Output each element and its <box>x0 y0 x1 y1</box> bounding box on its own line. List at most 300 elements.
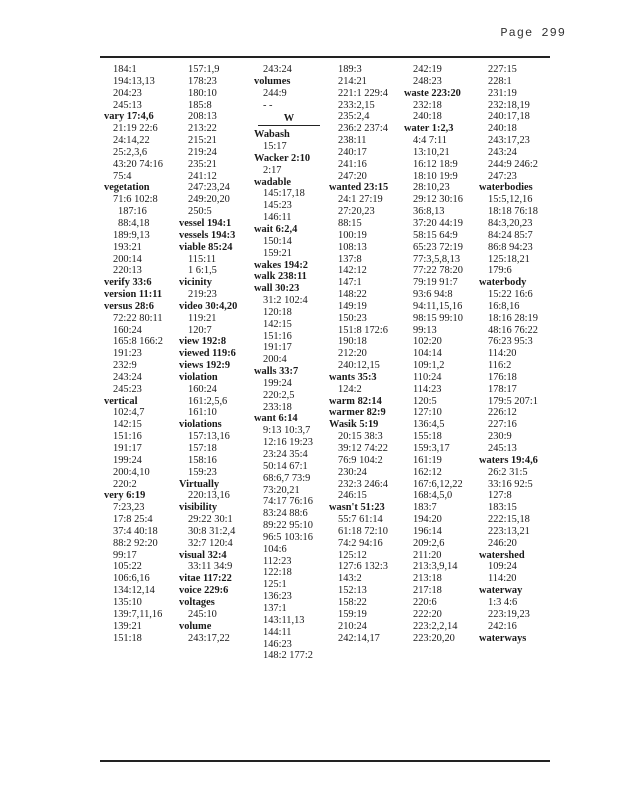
index-reference: 33:16 92:5 <box>488 478 533 490</box>
index-reference: 29:22 30:1 <box>188 514 233 526</box>
index-reference: 245:10 <box>188 608 217 620</box>
page-number: Page 299 <box>500 26 566 40</box>
index-reference: 18:16 28:19 <box>488 312 538 324</box>
index-reference: 114:20 <box>488 573 517 585</box>
index-reference: 18:18 76:18 <box>488 206 538 218</box>
index-reference: 165:8 166:2 <box>113 336 163 348</box>
index-reference: 31:2 102:4 <box>263 295 308 307</box>
index-reference: 136:23 <box>263 591 292 603</box>
index-reference: 99:17 <box>113 549 137 561</box>
index-reference: 48:16 76:22 <box>488 324 538 336</box>
index-headword: visibility <box>179 502 218 514</box>
index-reference: 74:2 94:16 <box>338 537 383 549</box>
index-reference: 108:13 <box>338 241 367 253</box>
index-reference: 71:6 102:8 <box>113 194 158 206</box>
index-reference: 210:24 <box>338 620 367 632</box>
index-reference: 65:23 72:19 <box>413 241 463 253</box>
index-reference: 223:19,23 <box>488 608 530 620</box>
index-headword: wall 30:23 <box>254 283 300 295</box>
index-reference: 249:20,20 <box>188 194 230 206</box>
index-reference: 15:22 16:6 <box>488 289 533 301</box>
index-reference: 36:8,13 <box>413 206 445 218</box>
index-reference: 136:4,5 <box>413 419 445 431</box>
index-reference: 213:22 <box>188 123 217 135</box>
index-reference: 32:7 120:4 <box>188 537 233 549</box>
index-reference: 74:17 76:16 <box>263 496 313 508</box>
index-reference: 116:2 <box>488 360 512 372</box>
index-reference: 142:15 <box>113 419 142 431</box>
index-reference: 125:1 <box>263 579 287 591</box>
index-reference: 157:13,16 <box>188 431 230 443</box>
index-reference: 226:12 <box>488 407 517 419</box>
index-reference: 244:9 <box>263 87 287 99</box>
index-reference: 25:2,3,6 <box>113 146 148 158</box>
index-headword: views 192:9 <box>179 360 231 372</box>
index-reference: 179:5 207:1 <box>488 395 538 407</box>
index-reference: 221:1 229:4 <box>338 87 388 99</box>
index-reference: 144:11 <box>263 626 292 638</box>
index-column-1 <box>104 64 179 644</box>
index-reference: 77:3,5,8,13 <box>413 253 461 265</box>
index-reference: 191:17 <box>113 443 142 454</box>
index-reference: 98:15 99:10 <box>413 312 463 324</box>
index-headword: volumes <box>254 75 291 87</box>
index-reference: 147:1 <box>338 277 362 289</box>
index-reference: 191:17 <box>263 342 292 354</box>
index-reference: 236:2 237:4 <box>338 123 388 135</box>
index-reference: 159:21 <box>263 247 292 259</box>
index-reference: 146:11 <box>263 212 292 224</box>
index-reference: 222:15,18 <box>488 514 530 526</box>
index-reference: 127:10 <box>413 407 442 419</box>
index-reference: 76:23 95:3 <box>488 336 533 348</box>
section-letter: W <box>258 113 320 126</box>
index-reference: 219:23 <box>188 289 217 301</box>
index-reference: 242:16 <box>488 620 517 632</box>
index-reference: 227:15 <box>488 64 517 75</box>
index-reference: 122:18 <box>263 567 292 579</box>
index-reference: 84:24 85:7 <box>488 229 533 241</box>
index-reference: 24:1 27:19 <box>338 194 383 206</box>
index-reference: 151:16 <box>263 330 292 342</box>
index-reference: 187:16 <box>118 206 147 218</box>
index-reference: 248:23 <box>413 75 442 87</box>
index-reference: 127:6 132:3 <box>338 561 388 573</box>
index-reference: 232:18 <box>413 99 442 111</box>
index-reference: 223:13,21 <box>488 525 530 537</box>
index-headword: visual 32:4 <box>179 549 227 561</box>
index-reference: 104:6 <box>263 543 287 555</box>
index-reference: 243:17,22 <box>188 632 230 644</box>
index-reference: 137:1 <box>263 602 287 614</box>
index-reference: 2:17 <box>263 164 282 176</box>
index-reference: 26:2 31:5 <box>488 466 528 478</box>
index-reference: 68:6,7 73:9 <box>263 472 311 484</box>
index-reference: 7:23,23 <box>113 502 145 514</box>
index-headword: waters 19:4,6 <box>479 454 538 466</box>
index-reference: 220:13,16 <box>188 490 230 502</box>
index-reference: 158:16 <box>188 454 217 466</box>
index-reference: 213:3,9,14 <box>413 561 458 573</box>
index-reference: 223:2,2,14 <box>413 620 458 632</box>
index-reference: 215:21 <box>188 135 217 147</box>
index-reference: 114:20 <box>488 348 517 360</box>
index-reference: 162:12 <box>413 466 442 478</box>
index-reference: 191:23 <box>113 348 142 360</box>
index-headword: vary 17:4,6 <box>104 111 154 123</box>
index-headword: vegetation <box>104 182 150 194</box>
index-reference: 127:8 <box>488 490 512 502</box>
index-reference: 1 6:1,5 <box>188 265 217 277</box>
index-headword: Wasik 5:19 <box>329 419 379 431</box>
index-reference: 184:1 <box>113 64 137 75</box>
index-headword: vertical <box>104 395 138 407</box>
index-headword: voice 229:6 <box>179 585 229 597</box>
index-reference: 29:12 30:16 <box>413 194 463 206</box>
index-reference: 102:20 <box>413 336 442 348</box>
index-reference: 246:20 <box>488 537 517 549</box>
index-reference: 142:15 <box>263 318 292 330</box>
index-headword: viewed 119:6 <box>179 348 236 360</box>
index-reference: 241:16 <box>338 158 367 170</box>
index-reference: 179:6 <box>488 265 512 277</box>
index-headword: Wabash <box>254 129 290 141</box>
index-reference: 189:3 <box>338 64 362 75</box>
index-reference: 125:12 <box>338 549 367 561</box>
index-reference: - - <box>263 99 273 111</box>
index-reference: 79:19 91:7 <box>413 277 458 289</box>
index-reference: 159:23 <box>188 466 217 478</box>
index-reference: 114:23 <box>413 383 442 395</box>
index-headword: volume <box>179 620 212 632</box>
index-reference: 222:20 <box>413 608 442 620</box>
index-column-3 <box>254 64 329 662</box>
index-frame <box>100 56 550 762</box>
index-reference: 112:23 <box>263 555 292 567</box>
index-reference: 243:24 <box>488 146 517 158</box>
index-headword: vessels 194:3 <box>179 229 236 241</box>
index-reference: 88:4,18 <box>118 217 150 229</box>
index-reference: 247:23 <box>488 170 517 182</box>
index-reference: 194:13,13 <box>113 75 155 87</box>
index-column-2 <box>179 64 254 644</box>
index-headword: very 6:19 <box>104 490 146 502</box>
index-reference: 241:12 <box>188 170 217 182</box>
index-reference: 143:11,13 <box>263 614 305 626</box>
index-headword: viable 85:24 <box>179 241 233 253</box>
index-reference: 151:18 <box>113 632 142 644</box>
index-reference: 228:1 <box>488 75 512 87</box>
index-headword: vitae 117:22 <box>179 573 232 585</box>
index-reference: 28:10,23 <box>413 182 450 194</box>
index-reference: 220:6 <box>413 596 437 608</box>
index-reference: 240:18 <box>413 111 442 123</box>
index-headword: wait 6:2,4 <box>254 223 298 235</box>
index-headword: voltages <box>179 596 215 608</box>
index-reference: 160:24 <box>188 383 217 395</box>
index-reference: 139:7,11,16 <box>113 608 163 620</box>
index-reference: 189:9,13 <box>113 229 150 241</box>
index-reference: 208:13 <box>188 111 217 123</box>
index-headword: vicinity <box>179 277 212 289</box>
index-reference: 33:11 34:9 <box>188 561 233 573</box>
index-reference: 242:14,17 <box>338 632 380 644</box>
index-reference: 20:15 38:3 <box>338 431 383 443</box>
index-headword: version 11:11 <box>104 289 163 301</box>
index-reference: 18:10 19:9 <box>413 170 458 182</box>
index-reference: 50:14 67:1 <box>263 460 308 472</box>
index-headword: wants 35:3 <box>329 371 377 383</box>
index-reference: 211:20 <box>413 549 442 561</box>
index-reference: 148:22 <box>338 289 367 301</box>
index-reference: 110:24 <box>413 371 442 383</box>
index-reference: 232:18,19 <box>488 99 530 111</box>
index-reference: 245:13 <box>488 443 517 454</box>
index-reference: 109:1,2 <box>413 360 445 372</box>
index-reference: 227:16 <box>488 419 517 431</box>
index-headword: water 1:2,3 <box>404 123 454 135</box>
index-reference: 231:19 <box>488 87 517 99</box>
index-reference: 190:18 <box>338 336 367 348</box>
index-reference: 157:18 <box>188 443 217 454</box>
index-reference: 88:2 92:20 <box>113 537 158 549</box>
index-reference: 99:13 <box>413 324 437 336</box>
index-reference: 119:21 <box>188 312 217 324</box>
index-reference: 242:19 <box>413 64 442 75</box>
index-headword: Wacker 2:10 <box>254 152 311 164</box>
index-reference: 135:10 <box>113 596 142 608</box>
index-reference: 176:18 <box>488 371 517 383</box>
index-reference: 151:16 <box>113 431 142 443</box>
index-headword: want 6:14 <box>254 413 298 425</box>
index-reference: 240:18 <box>488 123 517 135</box>
index-reference: 146:23 <box>263 638 292 650</box>
index-reference: 13:10,21 <box>413 146 450 158</box>
index-reference: 194:20 <box>413 514 442 526</box>
index-reference: 75:4 <box>113 170 132 182</box>
index-reference: 200:14 <box>113 253 142 265</box>
index-reference: 200:4,10 <box>113 466 150 478</box>
index-reference: 243:24 <box>263 64 292 75</box>
index-reference: 106:6,16 <box>113 573 150 585</box>
index-reference: 214:21 <box>338 75 367 87</box>
index-reference: 143:2 <box>338 573 362 585</box>
index-reference: 230:9 <box>488 431 512 443</box>
index-reference: 220:2,5 <box>263 389 295 401</box>
index-reference: 183:15 <box>488 502 517 514</box>
index-reference: 120:5 <box>413 395 437 407</box>
index-column-6 <box>479 64 554 644</box>
index-reference: 96:5 103:16 <box>263 531 313 543</box>
index-reference: 220:2 <box>113 478 137 490</box>
index-reference: 180:10 <box>188 87 217 99</box>
index-headword: view 192:8 <box>179 336 227 348</box>
index-reference: 161:19 <box>413 454 442 466</box>
index-headword: vessel 194:1 <box>179 217 232 229</box>
index-headword: walk 238:11 <box>254 271 307 283</box>
index-headword: walls 33:7 <box>254 366 299 378</box>
index-headword: warm 82:14 <box>329 395 382 407</box>
index-reference: 89:22 95:10 <box>263 520 313 532</box>
index-reference: 102:4,7 <box>113 407 145 419</box>
index-reference: 200:4 <box>263 354 287 366</box>
index-reference: 230:24 <box>338 466 367 478</box>
index-headword: wakes 194:2 <box>254 259 308 271</box>
index-reference: 235:2,4 <box>338 111 370 123</box>
index-reference: 232:3 246:4 <box>338 478 388 490</box>
index-reference: 73:20,21 <box>263 484 300 496</box>
index-reference: 158:22 <box>338 596 367 608</box>
index-reference: 150:14 <box>263 235 292 247</box>
index-reference: 58:15 64:9 <box>413 229 458 241</box>
index-reference: 223:20,20 <box>413 632 455 644</box>
index-reference: 17:8 25:4 <box>113 514 153 526</box>
index-reference: 167:6,12,22 <box>413 478 463 490</box>
index-reference: 199:24 <box>113 454 142 466</box>
index-reference: 55:7 61:14 <box>338 514 383 526</box>
index-reference: 150:23 <box>338 312 367 324</box>
index-headword: waterbody <box>479 277 527 289</box>
index-reference: 243:17,23 <box>488 135 530 147</box>
index-reference: 61:18 72:10 <box>338 525 388 537</box>
index-reference: 145:17,18 <box>263 188 305 200</box>
index-reference: 232:9 <box>113 360 137 372</box>
index-reference: 100:19 <box>338 229 367 241</box>
index-reference: 15:5,12,16 <box>488 194 533 206</box>
index-reference: 120:18 <box>263 306 292 318</box>
index-reference: 142:12 <box>338 265 367 277</box>
index-reference: 245:23 <box>113 383 142 395</box>
index-reference: 21:19 22:6 <box>113 123 158 135</box>
index-reference: 240:12,15 <box>338 360 380 372</box>
index-reference: 204:23 <box>113 87 142 99</box>
index-reference: 145:23 <box>263 200 292 212</box>
index-column-4 <box>329 64 404 644</box>
index-reference: 1:3 4:6 <box>488 596 518 608</box>
index-headword: wadable <box>254 176 291 188</box>
index-reference: 15:17 <box>263 141 287 153</box>
index-reference: 240:17 <box>338 146 367 158</box>
index-reference: 24:14,22 <box>113 135 150 147</box>
index-reference: 86:8 94:23 <box>488 241 533 253</box>
index-reference: 238:11 <box>338 135 367 147</box>
index-headword: video 30:4,20 <box>179 300 238 312</box>
index-reference: 235:21 <box>188 158 217 170</box>
index-reference: 247:20 <box>338 170 367 182</box>
index-headword: wanted 23:15 <box>329 182 389 194</box>
index-reference: 233:2,15 <box>338 99 375 111</box>
index-reference: 16:12 18:9 <box>413 158 458 170</box>
index-reference: 94:11,15,16 <box>413 300 463 312</box>
index-reference: 23:24 35:4 <box>263 449 308 460</box>
index-reference: 213:18 <box>413 573 442 585</box>
index-reference: 250:5 <box>188 206 212 218</box>
index-headword: waterways <box>479 632 527 644</box>
index-reference: 199:24 <box>263 377 292 389</box>
index-reference: 160:24 <box>113 324 142 336</box>
index-reference: 84:3,20,23 <box>488 217 533 229</box>
index-headword: verify 33:6 <box>104 277 152 289</box>
index-reference: 219:24 <box>188 146 217 158</box>
index-reference: 4:4 7:11 <box>413 135 447 147</box>
index-reference: 168:4,5,0 <box>413 490 453 502</box>
index-column-5 <box>404 64 479 644</box>
index-reference: 243:24 <box>113 371 142 383</box>
index-reference: 77:22 78:20 <box>413 265 463 277</box>
index-reference: 43:20 74:16 <box>113 158 163 170</box>
index-reference: 244:9 246:2 <box>488 158 538 170</box>
index-headword: wasn't 51:23 <box>329 502 385 514</box>
index-reference: 39:12 74:22 <box>338 443 388 454</box>
index-reference: 93:6 94:8 <box>413 289 453 301</box>
index-headword: violation <box>179 371 218 383</box>
index-reference: 120:7 <box>188 324 212 336</box>
index-headword: warmer 82:9 <box>329 407 386 419</box>
index-reference: 212:20 <box>338 348 367 360</box>
index-reference: 193:21 <box>113 241 142 253</box>
index-headword: versus 28:6 <box>104 300 154 312</box>
index-reference: 178:23 <box>188 75 217 87</box>
index-reference: 220:13 <box>113 265 142 277</box>
index-reference: 233:18 <box>263 401 292 413</box>
index-reference: 124:2 <box>338 383 362 395</box>
index-reference: 148:2 177:2 <box>263 650 313 662</box>
index-headword: Virtually <box>179 478 220 490</box>
index-reference: 217:18 <box>413 585 442 597</box>
index-reference: 125:18,21 <box>488 253 530 265</box>
index-reference: 161:10 <box>188 407 217 419</box>
index-reference: 245:13 <box>113 99 142 111</box>
index-reference: 185:8 <box>188 99 212 111</box>
index-reference: 246:15 <box>338 490 367 502</box>
index-reference: 240:17,18 <box>488 111 530 123</box>
index-reference: 183:7 <box>413 502 437 514</box>
index-reference: 37:20 44:19 <box>413 217 463 229</box>
index-reference: 83:24 88:6 <box>263 508 308 520</box>
index-reference: 149:19 <box>338 300 367 312</box>
index-reference: 159:3,17 <box>413 443 450 454</box>
index-reference: 152:13 <box>338 585 367 597</box>
index-reference: 137:8 <box>338 253 362 265</box>
index-reference: 157:1,9 <box>188 64 220 75</box>
index-reference: 104:14 <box>413 348 442 360</box>
index-reference: 105:22 <box>113 561 142 573</box>
index-reference: 196:14 <box>413 525 442 537</box>
index-headword: violations <box>179 419 222 431</box>
index-reference: 178:17 <box>488 383 517 395</box>
index-reference: 37:4 40:18 <box>113 525 158 537</box>
index-headword: watershed <box>479 549 525 561</box>
index-headword: waterbodies <box>479 182 533 194</box>
index-reference: 115:11 <box>188 253 217 265</box>
index-reference: 16:8,16 <box>488 300 520 312</box>
index-reference: 12:16 19:23 <box>263 437 313 449</box>
index-reference: 247:23,24 <box>188 182 230 194</box>
index-reference: 27:20,23 <box>338 206 375 218</box>
index-reference: 76:9 104:2 <box>338 454 383 466</box>
index-reference: 88:15 <box>338 217 362 229</box>
index-reference: 9:13 10:3,7 <box>263 425 311 437</box>
index-reference: 161:2,5,6 <box>188 395 228 407</box>
index-reference: 151:8 172:6 <box>338 324 388 336</box>
index-reference: 139:21 <box>113 620 142 632</box>
index-reference: 72:22 80:11 <box>113 312 163 324</box>
index-reference: 159:19 <box>338 608 367 620</box>
index-headword: waste 223:20 <box>404 87 461 99</box>
index-reference: 30:8 31:2,4 <box>188 525 236 537</box>
index-reference: 209:2,6 <box>413 537 445 549</box>
index-reference: 109:24 <box>488 561 517 573</box>
